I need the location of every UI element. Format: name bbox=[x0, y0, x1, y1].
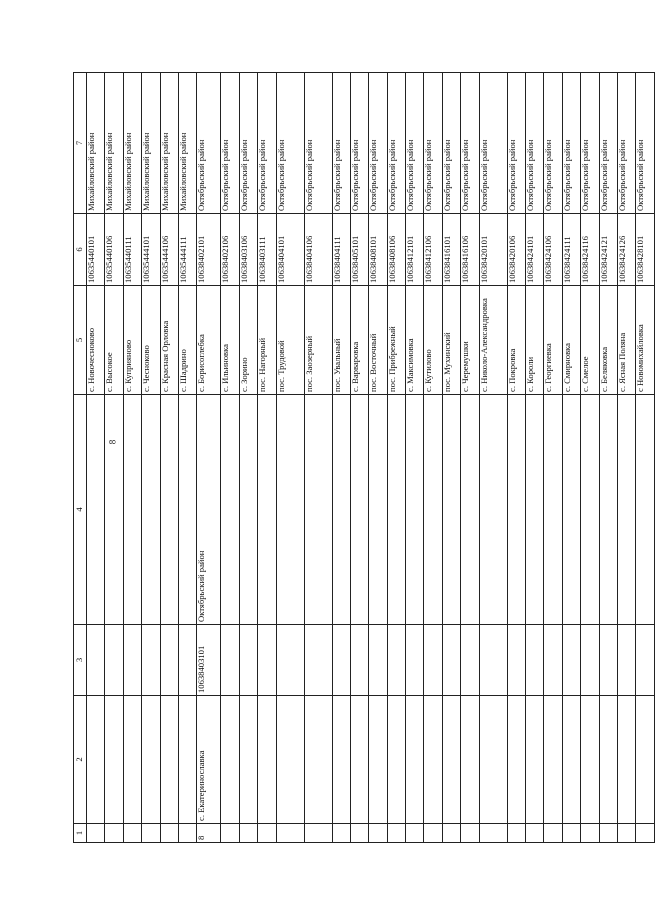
cell-row-number bbox=[276, 824, 304, 843]
table-row bbox=[617, 73, 635, 843]
cell-row-number bbox=[123, 824, 141, 843]
cell-row-number bbox=[507, 824, 525, 843]
cell-settlement-name bbox=[221, 696, 239, 824]
cell-row-number bbox=[105, 824, 123, 843]
cell-settlement-name bbox=[526, 696, 544, 824]
cell-settlement-oktmo: 10635444101 bbox=[142, 214, 160, 286]
cell-settlement-district: Октябрьский район bbox=[350, 73, 368, 214]
cell-district bbox=[239, 395, 257, 625]
cell-oktmo-code bbox=[442, 625, 460, 696]
cell-settlement-district: Октябрьский район bbox=[332, 73, 350, 214]
cell-row-number bbox=[599, 824, 617, 843]
cell-settlement: с. Смелое bbox=[581, 286, 599, 395]
cell-settlement: с. Покровка bbox=[507, 286, 525, 395]
table-row bbox=[507, 73, 525, 843]
cell-settlement-name bbox=[461, 696, 479, 824]
cell-oktmo-code bbox=[424, 625, 442, 696]
cell-settlement-name bbox=[562, 696, 580, 824]
cell-district bbox=[123, 395, 141, 625]
cell-settlement: с. Куприяново bbox=[123, 286, 141, 395]
cell-settlement: с. Кутилово bbox=[424, 286, 442, 395]
cell-settlement-name bbox=[424, 696, 442, 824]
col-header-3: 3 bbox=[74, 625, 87, 696]
cell-settlement-district: Октябрьский район bbox=[197, 73, 221, 214]
cell-district bbox=[406, 395, 424, 625]
cell-row-number bbox=[87, 824, 105, 843]
table-row bbox=[424, 73, 442, 843]
cell-oktmo-code: 10638403101 bbox=[197, 625, 221, 696]
cell-settlement: с. Смирновка bbox=[562, 286, 580, 395]
cell-row-number bbox=[350, 824, 368, 843]
cell-settlement-district: Октябрьский район bbox=[507, 73, 525, 214]
cell-settlement-district: Михайловский район bbox=[123, 73, 141, 214]
cell-settlement-name bbox=[507, 696, 525, 824]
cell-oktmo-code bbox=[599, 625, 617, 696]
cell-settlement-oktmo: 10635444111 bbox=[178, 214, 196, 286]
cell-settlement-oktmo: 10638424121 bbox=[599, 214, 617, 286]
cell-settlement-district: Октябрьский район bbox=[276, 73, 304, 214]
cell-settlement-name bbox=[142, 696, 160, 824]
cell-settlement: с. Красная Орловка bbox=[160, 286, 178, 395]
cell-settlement-name bbox=[276, 696, 304, 824]
cell-settlement-oktmo: 10638405101 bbox=[350, 214, 368, 286]
cell-settlement-oktmo: 10638403111 bbox=[258, 214, 276, 286]
cell-oktmo-code bbox=[387, 625, 405, 696]
cell-oktmo-code bbox=[276, 625, 304, 696]
cell-district bbox=[479, 395, 507, 625]
cell-row-number bbox=[562, 824, 580, 843]
col-header-2: 2 bbox=[74, 696, 87, 824]
cell-settlement-name: с. Екатеринославка bbox=[197, 696, 221, 824]
cell-district bbox=[599, 395, 617, 625]
cell-settlement-district: Октябрьский район bbox=[461, 73, 479, 214]
cell-oktmo-code bbox=[461, 625, 479, 696]
cell-settlement-district: Михайловский район bbox=[105, 73, 123, 214]
cell-settlement-name bbox=[369, 696, 387, 824]
cell-row-number bbox=[142, 824, 160, 843]
cell-row-number bbox=[442, 824, 460, 843]
cell-settlement-oktmo: 10638402101 bbox=[197, 214, 221, 286]
cell-oktmo-code bbox=[636, 625, 654, 696]
cell-district bbox=[617, 395, 635, 625]
cell-settlement-oktmo: 10638412106 bbox=[424, 214, 442, 286]
cell-row-number bbox=[304, 824, 332, 843]
cell-district bbox=[276, 395, 304, 625]
cell-oktmo-code bbox=[350, 625, 368, 696]
cell-settlement-oktmo: 10638404111 bbox=[332, 214, 350, 286]
cell-settlement: с. Ясная Поляна bbox=[617, 286, 635, 395]
cell-settlement-name bbox=[387, 696, 405, 824]
cell-oktmo-code bbox=[507, 625, 525, 696]
table-row bbox=[387, 73, 405, 843]
cell-oktmo-code bbox=[562, 625, 580, 696]
cell-settlement-oktmo: 10638424111 bbox=[562, 214, 580, 286]
cell-row-number bbox=[332, 824, 350, 843]
cell-settlement: с. Шадрино bbox=[178, 286, 196, 395]
cell-district bbox=[461, 395, 479, 625]
col-header-5: 5 bbox=[74, 286, 87, 395]
cell-row-number bbox=[387, 824, 405, 843]
col-header-1: 1 bbox=[74, 824, 87, 843]
cell-settlement-name bbox=[544, 696, 562, 824]
cell-district bbox=[562, 395, 580, 625]
cell-settlement-district: Михайловский район bbox=[142, 73, 160, 214]
header-row bbox=[74, 73, 87, 843]
cell-oktmo-code bbox=[617, 625, 635, 696]
cell-oktmo-code bbox=[526, 625, 544, 696]
cell-settlement-district: Октябрьский район bbox=[304, 73, 332, 214]
cell-settlement-oktmo: 10638408101 bbox=[369, 214, 387, 286]
table-row bbox=[581, 73, 599, 843]
cell-settlement-oktmo: 10638424101 bbox=[526, 214, 544, 286]
cell-settlement-oktmo: 10635440111 bbox=[123, 214, 141, 286]
cell-settlement-oktmo: 10635440101 bbox=[87, 214, 105, 286]
cell-settlement: пос. Прибрежный bbox=[387, 286, 405, 395]
cell-settlement-oktmo: 10635440106 bbox=[105, 214, 123, 286]
settlements-table bbox=[73, 72, 655, 843]
table-row bbox=[369, 73, 387, 843]
table-row bbox=[87, 73, 105, 843]
cell-settlement-district: Михайловский район bbox=[87, 73, 105, 214]
cell-settlement-district: Октябрьский район bbox=[526, 73, 544, 214]
cell-oktmo-code bbox=[142, 625, 160, 696]
cell-district bbox=[221, 395, 239, 625]
cell-settlement-name bbox=[160, 696, 178, 824]
cell-district bbox=[304, 395, 332, 625]
cell-settlement-oktmo: 10638403106 bbox=[239, 214, 257, 286]
table-row bbox=[276, 73, 304, 843]
cell-settlement: пос. Восточный bbox=[369, 286, 387, 395]
cell-oktmo-code bbox=[479, 625, 507, 696]
table-row bbox=[442, 73, 460, 843]
cell-oktmo-code bbox=[544, 625, 562, 696]
cell-settlement: с. Черемушки bbox=[461, 286, 479, 395]
cell-oktmo-code bbox=[123, 625, 141, 696]
cell-row-number bbox=[479, 824, 507, 843]
table-body bbox=[87, 73, 655, 843]
cell-settlement-district: Октябрьский район bbox=[387, 73, 405, 214]
cell-settlement-name bbox=[636, 696, 654, 824]
cell-settlement: с. Новочесноково bbox=[87, 286, 105, 395]
cell-settlement: пос. Нагорный bbox=[258, 286, 276, 395]
table-row bbox=[479, 73, 507, 843]
cell-oktmo-code bbox=[221, 625, 239, 696]
cell-settlement: с. Борисоглебка bbox=[197, 286, 221, 395]
cell-settlement-name bbox=[332, 696, 350, 824]
cell-settlement: с. Беляковка bbox=[599, 286, 617, 395]
cell-settlement: с. Ильиновка bbox=[221, 286, 239, 395]
cell-district bbox=[350, 395, 368, 625]
table-row bbox=[221, 73, 239, 843]
cell-settlement-oktmo: 10638420106 bbox=[507, 214, 525, 286]
cell-settlement-district: Октябрьский район bbox=[369, 73, 387, 214]
cell-settlement-oktmo: 10635444106 bbox=[160, 214, 178, 286]
cell-settlement-name bbox=[581, 696, 599, 824]
cell-district bbox=[581, 395, 599, 625]
table-row bbox=[599, 73, 617, 843]
cell-settlement: пос. Увальный bbox=[332, 286, 350, 395]
cell-settlement-name bbox=[178, 696, 196, 824]
cell-settlement: с. Максимовка bbox=[406, 286, 424, 395]
col-header-7: 7 bbox=[74, 73, 87, 214]
cell-settlement-oktmo: 10638408106 bbox=[387, 214, 405, 286]
cell-oktmo-code bbox=[406, 625, 424, 696]
cell-settlement-oktmo: 10638404106 bbox=[304, 214, 332, 286]
cell-settlement-name bbox=[123, 696, 141, 824]
cell-oktmo-code bbox=[87, 625, 105, 696]
table-row bbox=[258, 73, 276, 843]
rotated-table-container bbox=[73, 73, 646, 843]
cell-settlement: с. Николо-Александровка bbox=[479, 286, 507, 395]
table-row bbox=[197, 73, 221, 843]
cell-settlement-oktmo: 10638424126 bbox=[617, 214, 635, 286]
cell-oktmo-code bbox=[304, 625, 332, 696]
cell-settlement-name bbox=[617, 696, 635, 824]
cell-settlement-district: Октябрьский район bbox=[479, 73, 507, 214]
cell-settlement-name bbox=[442, 696, 460, 824]
cell-settlement-oktmo: 10638428101 bbox=[636, 214, 654, 286]
cell-oktmo-code bbox=[160, 625, 178, 696]
cell-settlement: с. Варваровка bbox=[350, 286, 368, 395]
cell-settlement-district: Октябрьский район bbox=[581, 73, 599, 214]
cell-settlement: пос. Заозерный bbox=[304, 286, 332, 395]
cell-oktmo-code bbox=[178, 625, 196, 696]
table-row bbox=[332, 73, 350, 843]
cell-district bbox=[369, 395, 387, 625]
cell-row-number bbox=[258, 824, 276, 843]
cell-settlement-district: Октябрьский район bbox=[544, 73, 562, 214]
cell-district bbox=[160, 395, 178, 625]
cell-row-number bbox=[617, 824, 635, 843]
cell-oktmo-code bbox=[258, 625, 276, 696]
cell-settlement-oktmo: 10638402106 bbox=[221, 214, 239, 286]
cell-row-number: 8 bbox=[197, 824, 221, 843]
cell-settlement-district: Октябрьский район bbox=[562, 73, 580, 214]
cell-settlement-oktmo: 10638420101 bbox=[479, 214, 507, 286]
cell-oktmo-code bbox=[239, 625, 257, 696]
cell-district bbox=[142, 395, 160, 625]
cell-row-number bbox=[424, 824, 442, 843]
cell-district bbox=[526, 395, 544, 625]
cell-settlement: пос. Мухинский bbox=[442, 286, 460, 395]
cell-settlement: с. Георгиевка bbox=[544, 286, 562, 395]
cell-settlement-name bbox=[239, 696, 257, 824]
table-row bbox=[526, 73, 544, 843]
cell-row-number bbox=[544, 824, 562, 843]
cell-oktmo-code bbox=[581, 625, 599, 696]
cell-oktmo-code bbox=[332, 625, 350, 696]
cell-row-number bbox=[526, 824, 544, 843]
cell-settlement-oktmo: 10638412101 bbox=[406, 214, 424, 286]
cell-settlement-district: Октябрьский район bbox=[636, 73, 654, 214]
cell-row-number bbox=[221, 824, 239, 843]
cell-settlement-name bbox=[406, 696, 424, 824]
cell-settlement-oktmo: 10638424116 bbox=[581, 214, 599, 286]
cell-row-number bbox=[369, 824, 387, 843]
cell-district bbox=[544, 395, 562, 625]
cell-district bbox=[442, 395, 460, 625]
cell-settlement-district: Михайловский район bbox=[160, 73, 178, 214]
cell-settlement-district: Октябрьский район bbox=[617, 73, 635, 214]
cell-settlement-district: Октябрьский район bbox=[424, 73, 442, 214]
cell-district bbox=[636, 395, 654, 625]
cell-settlement-district: Октябрьский район bbox=[442, 73, 460, 214]
table-row bbox=[142, 73, 160, 843]
cell-row-number bbox=[239, 824, 257, 843]
cell-district bbox=[332, 395, 350, 625]
table-row bbox=[636, 73, 654, 843]
cell-settlement-district: Октябрьский район bbox=[599, 73, 617, 214]
cell-row-number bbox=[406, 824, 424, 843]
cell-row-number bbox=[636, 824, 654, 843]
cell-district bbox=[507, 395, 525, 625]
cell-settlement: с. Зорино bbox=[239, 286, 257, 395]
cell-district: Октябрьский район bbox=[197, 395, 221, 625]
cell-row-number bbox=[178, 824, 196, 843]
cell-district bbox=[258, 395, 276, 625]
page-number: 8 bbox=[107, 439, 118, 445]
cell-settlement-name bbox=[87, 696, 105, 824]
cell-settlement-name bbox=[350, 696, 368, 824]
table-row bbox=[178, 73, 196, 843]
cell-district bbox=[87, 395, 105, 625]
cell-settlement: с Новомихайловка bbox=[636, 286, 654, 395]
cell-settlement: с. Чесноково bbox=[142, 286, 160, 395]
cell-district bbox=[387, 395, 405, 625]
cell-settlement-name bbox=[479, 696, 507, 824]
cell-settlement-name bbox=[105, 696, 123, 824]
cell-settlement-district: Михайловский район bbox=[178, 73, 196, 214]
table-row bbox=[160, 73, 178, 843]
cell-settlement-district: Октябрьский район bbox=[406, 73, 424, 214]
cell-settlement-name bbox=[258, 696, 276, 824]
cell-row-number bbox=[461, 824, 479, 843]
table-row bbox=[123, 73, 141, 843]
cell-settlement-oktmo: 10638416101 bbox=[442, 214, 460, 286]
cell-settlement-district: Октябрьский район bbox=[239, 73, 257, 214]
table-row bbox=[406, 73, 424, 843]
cell-settlement-district: Октябрьский район bbox=[258, 73, 276, 214]
table-row bbox=[239, 73, 257, 843]
table-row bbox=[461, 73, 479, 843]
cell-settlement-oktmo: 10638424106 bbox=[544, 214, 562, 286]
cell-settlement-oktmo: 10638416106 bbox=[461, 214, 479, 286]
cell-settlement-name bbox=[304, 696, 332, 824]
cell-oktmo-code bbox=[369, 625, 387, 696]
table-row bbox=[105, 73, 123, 843]
table-row bbox=[350, 73, 368, 843]
cell-settlement-name bbox=[599, 696, 617, 824]
table-row bbox=[544, 73, 562, 843]
cell-oktmo-code bbox=[105, 625, 123, 696]
col-header-6: 6 bbox=[74, 214, 87, 286]
cell-row-number bbox=[160, 824, 178, 843]
cell-settlement: пос. Трудовой bbox=[276, 286, 304, 395]
cell-district bbox=[105, 395, 123, 625]
table-row bbox=[562, 73, 580, 843]
cell-row-number bbox=[581, 824, 599, 843]
cell-district bbox=[178, 395, 196, 625]
cell-settlement: с. Короли bbox=[526, 286, 544, 395]
cell-settlement: с. Высокое bbox=[105, 286, 123, 395]
cell-district bbox=[424, 395, 442, 625]
cell-settlement-district: Октябрьский район bbox=[221, 73, 239, 214]
cell-settlement-oktmo: 10638404101 bbox=[276, 214, 304, 286]
table-row bbox=[304, 73, 332, 843]
col-header-4: 4 bbox=[74, 395, 87, 625]
